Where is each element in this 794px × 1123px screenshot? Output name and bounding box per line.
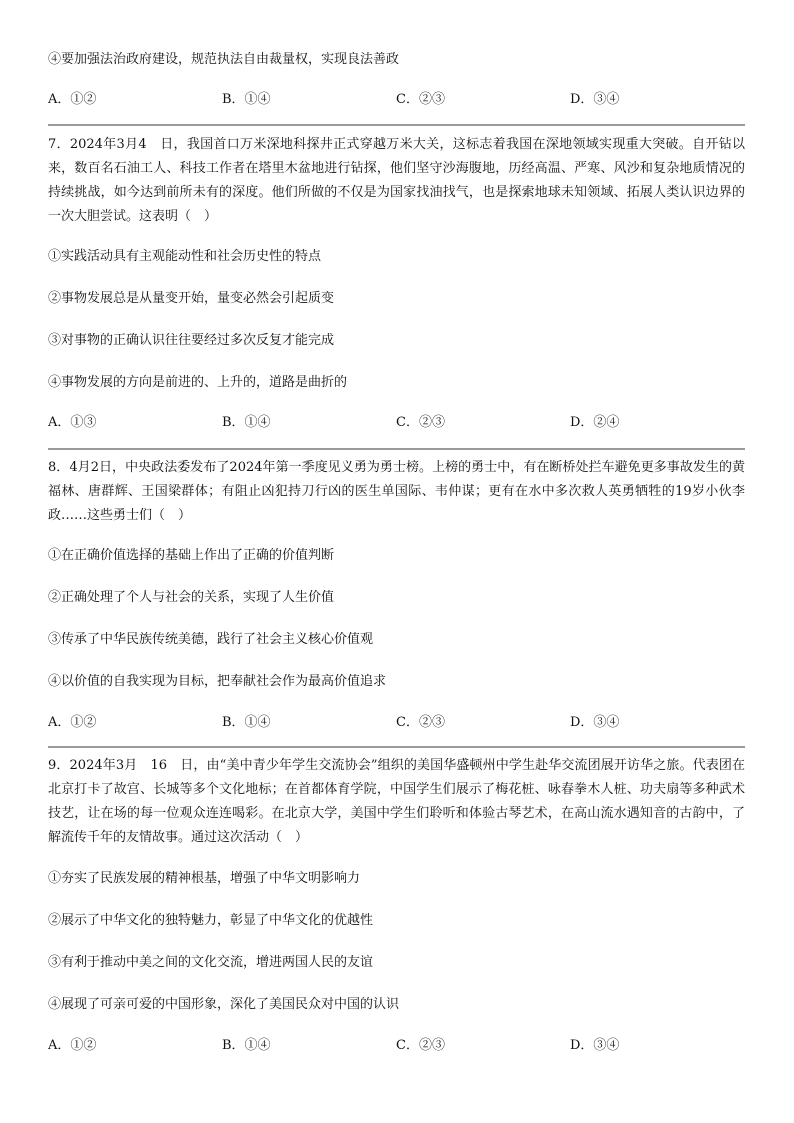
q9-statement-1: ①夯实了民族发展的精神根基，增强了中华文明影响力 (48, 871, 361, 886)
q8-statement-3: ③传承了中华民族传统美德，践行了社会主义核心价值观 (48, 632, 374, 647)
q7-statement-3: ③对事物的正确认识往往要经过多次反复才能完成 (48, 333, 335, 348)
q7-statement-1: ①实践活动具有主观能动性和社会历史性的特点 (48, 249, 322, 264)
q6-option-d[interactable]: D．③④ (570, 92, 620, 107)
q9-stem: 9．2024年3月 16 日，由“美中青少年学生交流协会”组织的美国华盛顿州中学生赴华交流团展开访华之旅。代表团在北京打卡了故宫、长城等多个文化地标；在首都体育学院，中国学生们展示了梅花桩、咏春拳木人桩、功夫扇等多种武术技艺，让在场的每一位观众连连喝彩。在北京大学，美国中学生们聆听和体验古琴艺术，在高山流水遇知音的古韵中，了解流传千年的友情故事。通过这次活动（ ） (48, 758, 745, 845)
q8-option-a[interactable]: A．①② (48, 715, 97, 730)
q9-option-c[interactable]: C．②③ (396, 1038, 445, 1053)
q6-options (48, 93, 745, 109)
q8-options (48, 716, 745, 732)
q7-statement-2: ②事物发展总是从量变开始，量变必然会引起质变 (48, 291, 335, 306)
q9-statement-3: ③有利于推动中美之间的文化交流，增进两国人民的友谊 (48, 955, 374, 970)
q8-statement-1: ①在正确价值选择的基础上作出了正确的价值判断 (48, 548, 335, 563)
q9-statement-4: ④展现了可亲可爱的中国形象，深化了美国民众对中国的认识 (48, 997, 400, 1012)
question-divider (48, 746, 745, 748)
question-divider (48, 124, 745, 126)
q6-statement-4: ④要加强法治政府建设，规范执法自由裁量权，实现良法善政 (48, 52, 400, 67)
q7-options (48, 416, 745, 432)
q7-option-b[interactable]: B．①④ (222, 415, 271, 430)
q8-stem: 8．4月2日，中央政法委发布了2024年第一季度见义勇为勇士榜。上榜的勇士中，有在断桥处拦车避免更多事故发生的黄福林、唐群辉、王国梁群体；有阻止凶犯持刀行凶的医生单国际、韦仲谋；更有在水中多次救人英勇牺牲的19岁小伙李政……这些勇士们（ ） (48, 460, 745, 523)
q7-statement-4: ④事物发展的方向是前进的、上升的，道路是曲折的 (48, 375, 348, 390)
q6-option-a[interactable]: A．①② (48, 92, 97, 107)
q7-option-c[interactable]: C．②③ (396, 415, 445, 430)
q9-option-d[interactable]: D．③④ (570, 1038, 620, 1053)
q9-option-b[interactable]: B．①④ (222, 1038, 271, 1053)
q8-option-c[interactable]: C．②③ (396, 715, 445, 730)
q7-option-a[interactable]: A．①③ (48, 415, 97, 430)
q7-stem: 7．2024年3月4 日，我国首口万米深地科探井正式穿越万米大关，这标志着我国在深地领域实现重大突破。自开钻以来，数百名石油工人、科技工作者在塔里木盆地进行钻探，他们坚守沙海腹地，历经高温、严寒、风沙和复杂地质情况的持续挑战，如今达到前所未有的深度。他们所做的不仅是为国家找油找气，也是探索地球未知领域、拓展人类认识边界的一次大胆尝试。这表明（ ） (48, 137, 745, 224)
q6-option-c[interactable]: C．②③ (396, 92, 445, 107)
q8-statement-2: ②正确处理了个人与社会的关系，实现了人生价值 (48, 590, 335, 605)
q8-option-b[interactable]: B．①④ (222, 715, 271, 730)
q9-options (48, 1039, 745, 1055)
q9-option-a[interactable]: A．①② (48, 1038, 97, 1053)
question-divider (48, 448, 745, 450)
q8-statement-4: ④以价值的自我实现为目标，把奉献社会作为最高价值追求 (48, 674, 387, 689)
q6-option-b[interactable]: B．①④ (222, 92, 271, 107)
q7-option-d[interactable]: D．②④ (570, 415, 620, 430)
q8-option-d[interactable]: D．③④ (570, 715, 620, 730)
q9-statement-2: ②展示了中华文化的独特魅力，彰显了中华文化的优越性 (48, 913, 374, 928)
